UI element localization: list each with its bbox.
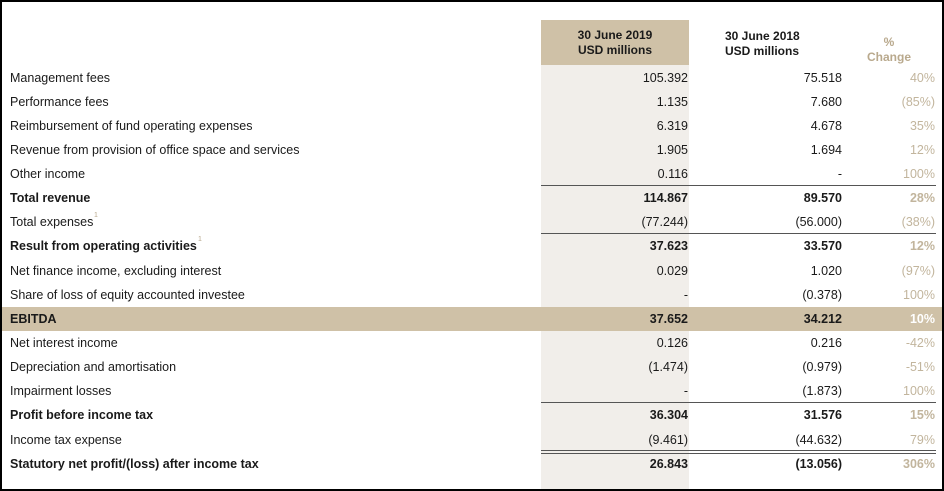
header-2019-date: 30 June 2019 — [577, 27, 653, 42]
percent-change: 100% — [903, 384, 935, 398]
value-2019: 114.867 — [643, 191, 688, 205]
table-row — [2, 114, 942, 138]
row-label: Share of loss of equity accounted investee — [10, 288, 245, 302]
value-2019: 105.392 — [642, 71, 688, 85]
percent-change: 40% — [909, 71, 935, 85]
value-2018: (1.873) — [802, 384, 842, 398]
row-label: Profit before income tax — [10, 408, 154, 422]
value-2018: (13.056) — [795, 457, 842, 471]
header-percent-change — [857, 35, 921, 65]
percent-change: 28% — [909, 191, 935, 205]
percent-change: 306% — [903, 457, 935, 471]
percent-change: 12% — [909, 239, 935, 253]
value-2019: 6.319 — [656, 119, 688, 133]
value-2018: (56.000) — [795, 215, 842, 229]
row-label: Reimbursement of fund operating expenses — [10, 119, 253, 133]
value-2019: 1.135 — [656, 95, 688, 109]
table-row: Total expenses 1 (77.244) (56.000) (38%) — [2, 210, 942, 234]
table-row — [2, 66, 942, 90]
row-label: Depreciation and amortisation — [10, 360, 177, 374]
row-label: Performance fees — [10, 95, 109, 109]
row-label: Revenue from provision of office space and services — [10, 143, 300, 157]
percent-change: 10% — [909, 312, 935, 326]
value-2019: (1.474) — [648, 360, 688, 374]
row-label: Impairment losses — [10, 384, 112, 398]
table-row — [2, 283, 942, 307]
header-percent-symbol: % — [883, 35, 895, 49]
table-row — [2, 186, 942, 210]
total-double-rule — [541, 450, 936, 454]
row-label: Result from operating activities — [10, 239, 197, 253]
row-label: Total expenses — [10, 215, 94, 229]
value-2018: 0.216 — [810, 336, 842, 350]
value-2019: 26.843 — [649, 457, 688, 471]
subtotal-rule — [541, 233, 936, 234]
value-2018: (0.979) — [802, 360, 842, 374]
value-2018: (44.632) — [795, 433, 842, 447]
value-2019: 0.116 — [657, 167, 688, 181]
value-2018: 34.212 — [803, 312, 842, 326]
table-row — [2, 452, 942, 476]
percent-change: 100% — [903, 167, 935, 181]
percent-change: -51% — [905, 360, 935, 374]
table-row — [2, 162, 942, 186]
value-2018: 33.570 — [803, 239, 842, 253]
row-label: Statutory net profit/(loss) after income tax — [10, 457, 259, 471]
value-2019: 1.905 — [656, 143, 688, 157]
table-row: Result from operating activities 1 37.623 33.570 12% — [2, 234, 942, 258]
value-2019: 37.652 — [649, 312, 688, 326]
value-2019: - — [683, 384, 688, 398]
table-row — [2, 307, 942, 331]
percent-change: (85%) — [901, 95, 935, 109]
subtotal-rule — [541, 402, 936, 403]
row-label: Other income — [10, 167, 86, 181]
percent-change: -42% — [905, 336, 935, 350]
percent-change: 12% — [909, 143, 935, 157]
header-2018-unit: USD millions — [725, 44, 800, 58]
table-row — [2, 403, 942, 427]
value-2018: 4.678 — [810, 119, 842, 133]
table-row — [2, 428, 942, 452]
table-row — [2, 379, 942, 403]
table-row — [2, 355, 942, 379]
header-2018-date: 30 June 2018 — [725, 29, 800, 43]
value-2018: - — [837, 167, 842, 181]
percent-change: (97%) — [901, 264, 935, 278]
value-2018: 31.576 — [803, 408, 842, 422]
header-percent-label: Change — [866, 50, 911, 64]
table-row — [2, 90, 942, 114]
value-2019: - — [683, 288, 688, 302]
table-row — [2, 331, 942, 355]
percent-change: 35% — [909, 119, 935, 133]
value-2018: 1.020 — [810, 264, 842, 278]
row-label: Total revenue — [10, 191, 91, 205]
row-label: Management fees — [10, 71, 111, 85]
value-2018: 7.680 — [810, 95, 842, 109]
value-2019: (9.461) — [648, 433, 688, 447]
value-2018: 1.694 — [810, 143, 842, 157]
header-2019 — [541, 20, 689, 65]
row-label: Net interest income — [10, 336, 118, 350]
row-label: EBITDA — [10, 312, 57, 326]
value-2018: (0.378) — [802, 288, 842, 302]
value-2019: 0.029 — [656, 264, 688, 278]
percent-change: 100% — [903, 288, 935, 302]
percent-change: (38%) — [901, 215, 935, 229]
value-2018: 89.570 — [803, 191, 842, 205]
value-2018: 75.518 — [803, 71, 842, 85]
value-2019: (77.244) — [641, 215, 688, 229]
table-row — [2, 259, 942, 283]
header-2019-unit: USD millions — [577, 42, 652, 57]
row-label: Income tax expense — [10, 433, 122, 447]
value-2019: 37.623 — [649, 239, 688, 253]
percent-change: 15% — [909, 408, 935, 422]
percent-change: 79% — [909, 433, 935, 447]
header-2018 — [692, 29, 840, 59]
value-2019: 36.304 — [649, 408, 688, 422]
value-2019: 0.126 — [656, 336, 688, 350]
row-label: Net finance income, excluding interest — [10, 264, 222, 278]
table-row — [2, 138, 942, 162]
subtotal-rule — [541, 185, 936, 186]
